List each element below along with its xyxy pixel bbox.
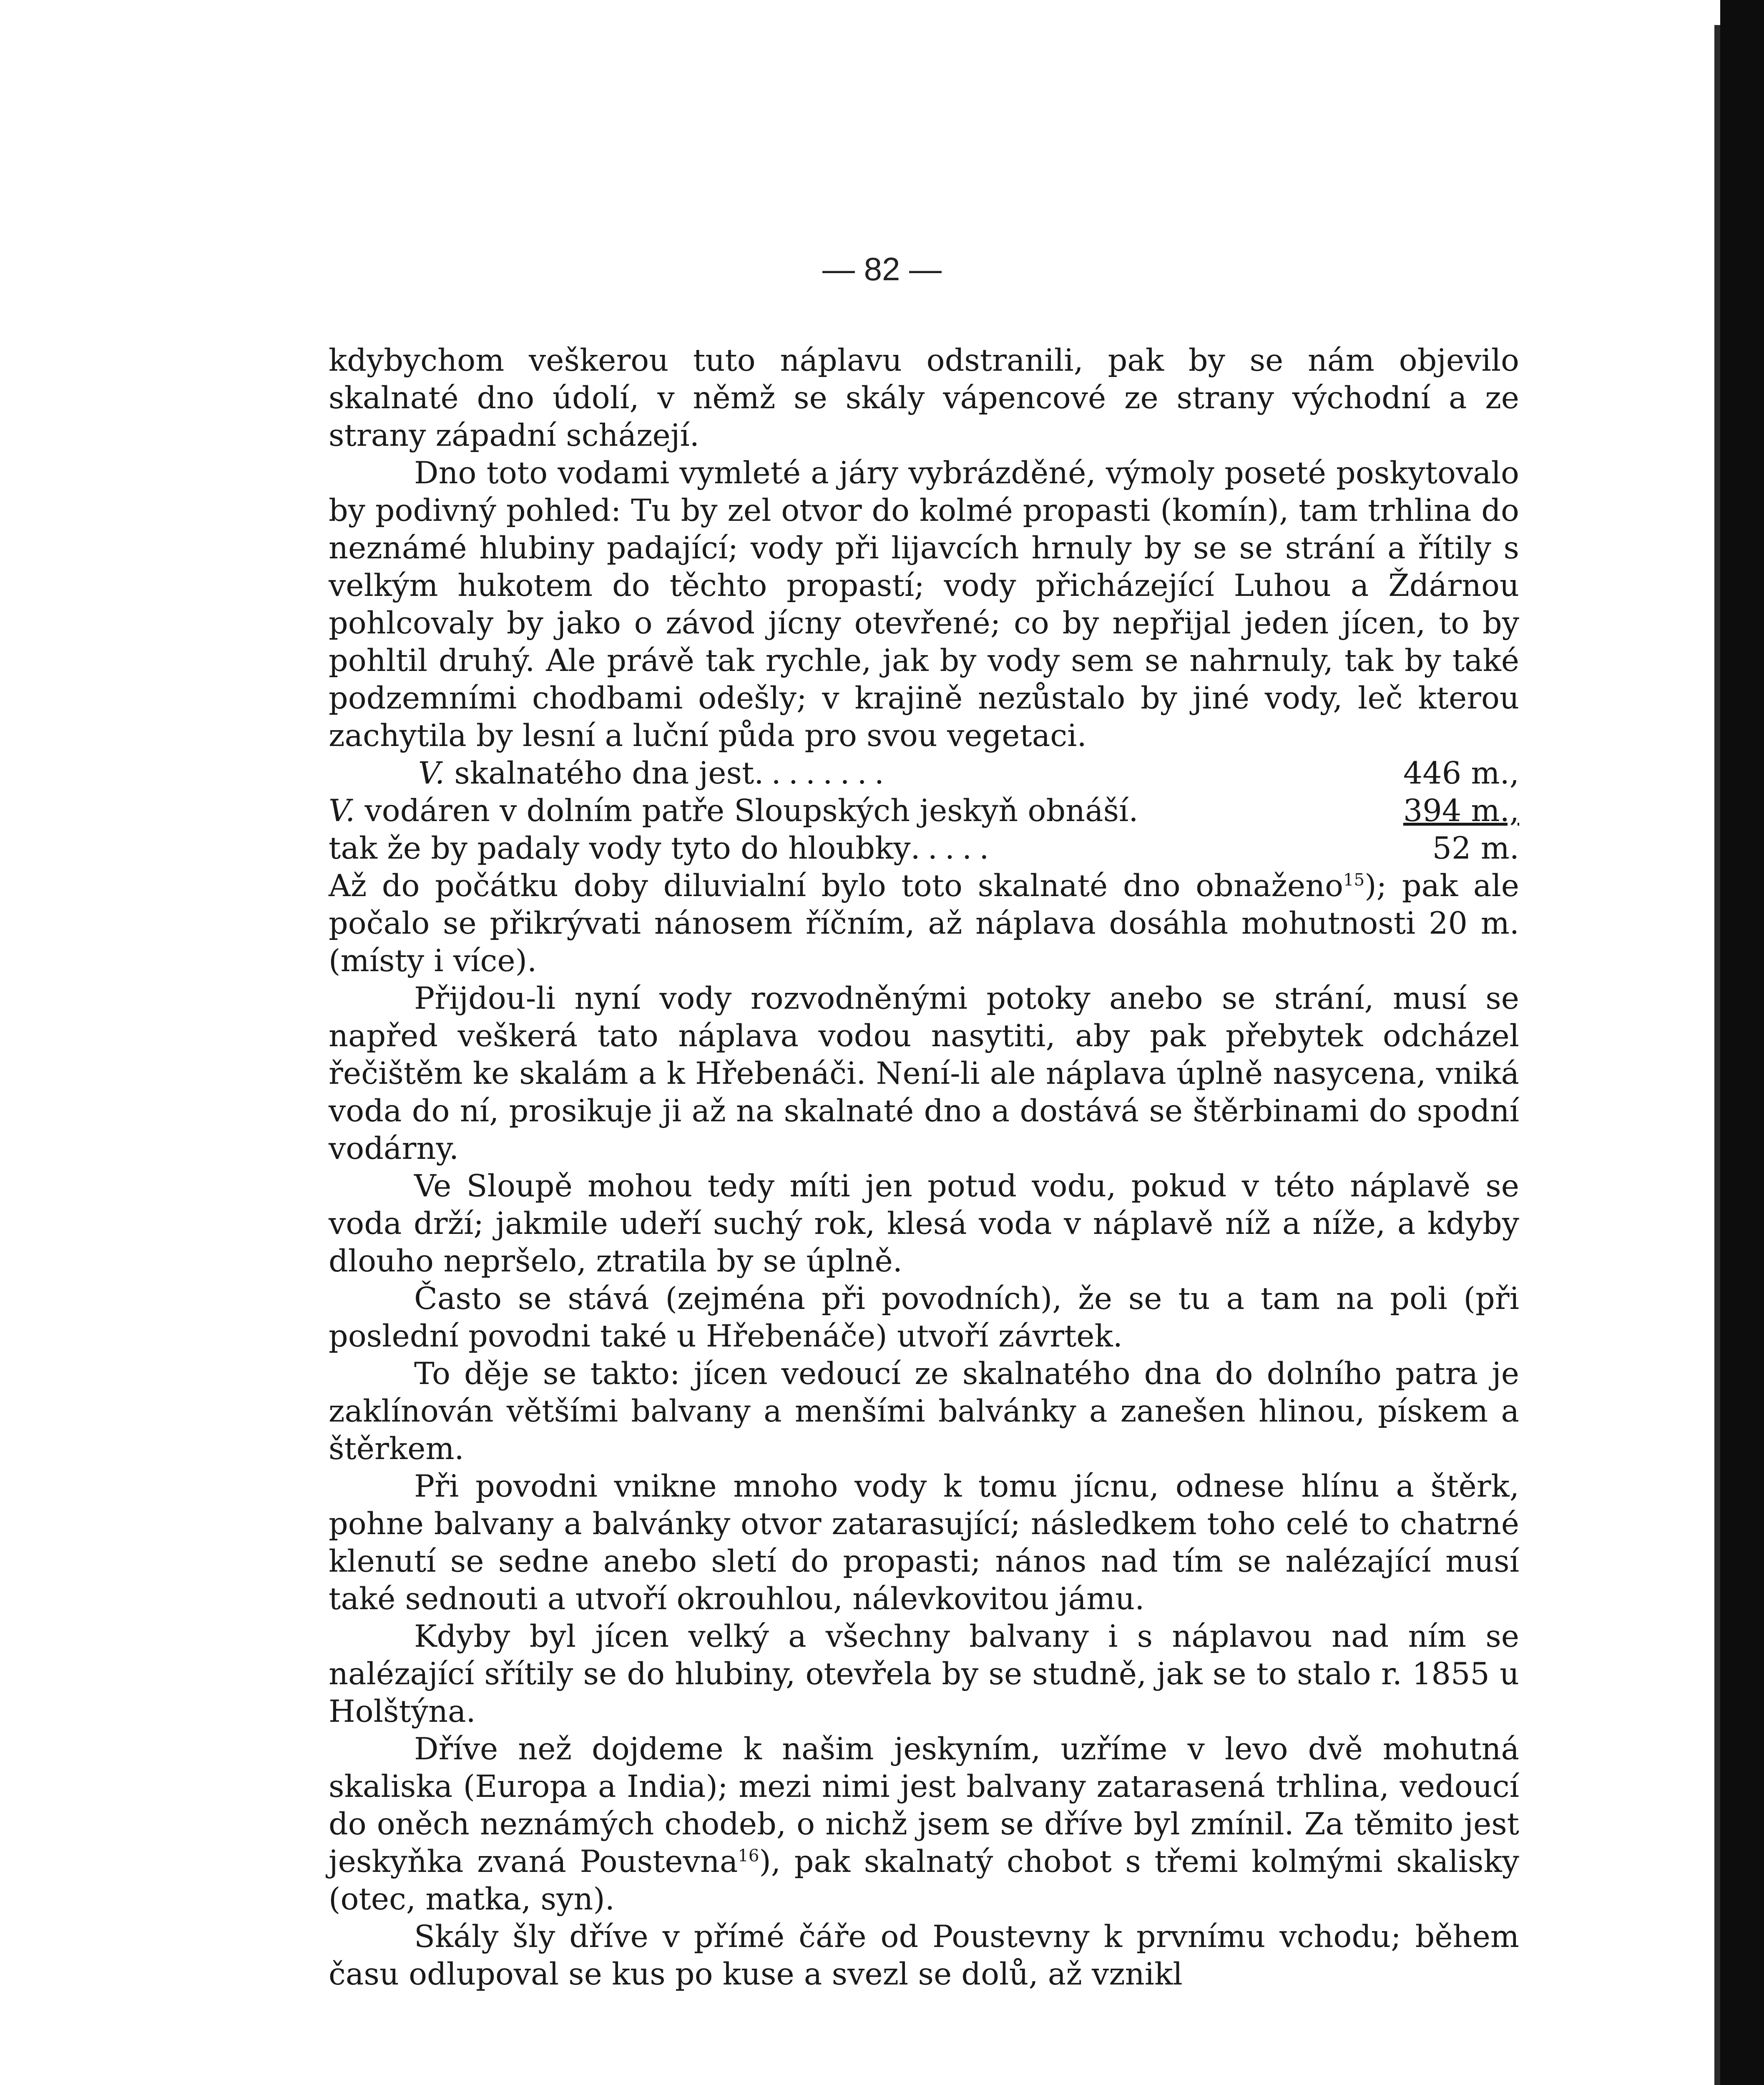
paragraph-1: kdybychom veškerou tuto náplavu odstranili, pak by se nám objevilo skalnaté dno údolí, v němž se skály vápencové ze strany východní a ze strany západní scházejí.	[329, 343, 1519, 453]
paragraph-4: Přijdou-li nyní vody rozvodněnými potoky anebo se strání, musí se napřed veškerá tato náplava vodou nasytiti, aby pak přebytek odcházel řečištěm ke skalám a k Hřebenáči. Není-li ale náplava úplně nasycena, vniká voda do ní, prosikuje ji až na skalnaté dno a dostává se štěrbinami do spodní vodárny.	[329, 981, 1519, 1166]
elevation-value: 52 m.	[1432, 831, 1519, 866]
paragraph-6: Často se stává (zejména při povodních), že se tu a tam na poli (při poslední povodni také u Hřebenáče) utvoří závrtek.	[329, 1281, 1519, 1354]
paragraph-10: Dříve než dojdeme k našim jeskyním, uzříme v levo dvě mohutná skaliska (Europa a India); mezi nimi jest balvany zatarasená trhlina, vedoucí do oněch neznámých chodeb, o nichž jsem se dříve byl zmínil. Za těmito jest jeskyňka zvaná Poustevna$^{16}$), pak skalnatý chobot s třemi kolmými skalisky (otec, matka, syn).	[329, 1731, 1519, 1917]
scan-edge-strip	[1714, 25, 1720, 2085]
elevation-label: tak že by padaly vody tyto do hloubky	[329, 831, 911, 866]
elevation-label: skalnatého dna jest	[445, 756, 754, 791]
footnote-ref-16: 16	[738, 1846, 759, 1866]
elevation-value: 394 m.,	[1403, 793, 1519, 829]
leader-dots: .....	[910, 831, 997, 866]
elevation-row-drop	[329, 830, 1519, 867]
scan-edge-right	[1720, 0, 1764, 2085]
elevation-abbrev: V.	[329, 793, 355, 829]
paragraph-8: Při povodni vnikne mnoho vody k tomu jícnu, odnese hlínu a štěrk, pohne balvany a balvánky otvor zatarasující; následkem toho celé to chatrné klenutí se sedne anebo sletí do propasti; nános nad tím se nalézající musí také sednouti a utvoří okrouhlou, nálevkovitou jámu.	[329, 1469, 1519, 1617]
paragraph-7: To děje se takto: jícen vedoucí ze skalnatého dna do dolního patra je zaklínován většími balvany a menšími balvánky a zanešen hlinou, pískem a štěrkem.	[329, 1356, 1519, 1467]
paragraph-5: Ve Sloupě mohou tedy míti jen potud vodu, pokud v této náplavě se voda drží; jakmile udeří suchý rok, klesá voda v náplavě níž a níže, a kdyby dlouho nepršelo, ztratila by se úplně.	[329, 1168, 1519, 1279]
elevation-row-bedrock	[329, 755, 1519, 792]
footnote-ref-15: 15	[1343, 870, 1365, 890]
elevation-value: 446 m.,	[1403, 756, 1519, 791]
body-text	[329, 342, 1519, 1993]
elevation-abbrev: V.	[418, 756, 445, 791]
elevation-label: vodáren v dolním patře Sloupských jeskyň obnáší	[355, 793, 1129, 829]
paragraph-11: Skály šly dříve v přímé čáře od Poustevny k prvnímu vchodu; během času odlupoval se kus po kuse a svezl se dolů, až vznikl	[329, 1919, 1519, 1992]
leader-dots: ........	[754, 756, 892, 791]
leader-dots: .	[1128, 793, 1146, 829]
paragraph-9: Kdyby byl jícen velký a všechny balvany i s náplavou nad ním se nalézající sřítily se do hlubiny, otevřela by se studně, jak se to stalo r. 1855 u Holštýna.	[329, 1619, 1519, 1729]
paragraph-2: Dno toto vodami vymleté a járy vybrázděné, výmoly poseté poskytovalo by podivný pohled: Tu by zel otvor do kolmé propasti (komín), tam trhlina do neznámé hlubiny padající; vody při lijavcích hrnuly by se se strání a řítily s velkým hukotem do těchto propastí; vody přicházející Luhou a Ždárnou pohlcovaly by jako o závod jícny otevřené; co by nepřijal jeden jícen, to by pohltil druhý. Ale právě tak rychle, jak by vody sem se nahrnuly, tak by také podzemními chodbami odešly; v krajině nezůstalo by jiné vody, leč kterou zachytila by lesní a luční půda pro svou vegetaci.	[329, 455, 1519, 754]
paragraph-3: Až do počátku doby diluvialní bylo toto skalnaté dno obnaženo$^{15}$); pak ale počalo se přikrývati nánosem říčním, až náplava dosáhla mohutnosti 20 m. (místy i více).	[329, 868, 1519, 979]
page-number: — 82 —	[822, 251, 942, 287]
elevation-row-waterworks	[329, 792, 1519, 830]
